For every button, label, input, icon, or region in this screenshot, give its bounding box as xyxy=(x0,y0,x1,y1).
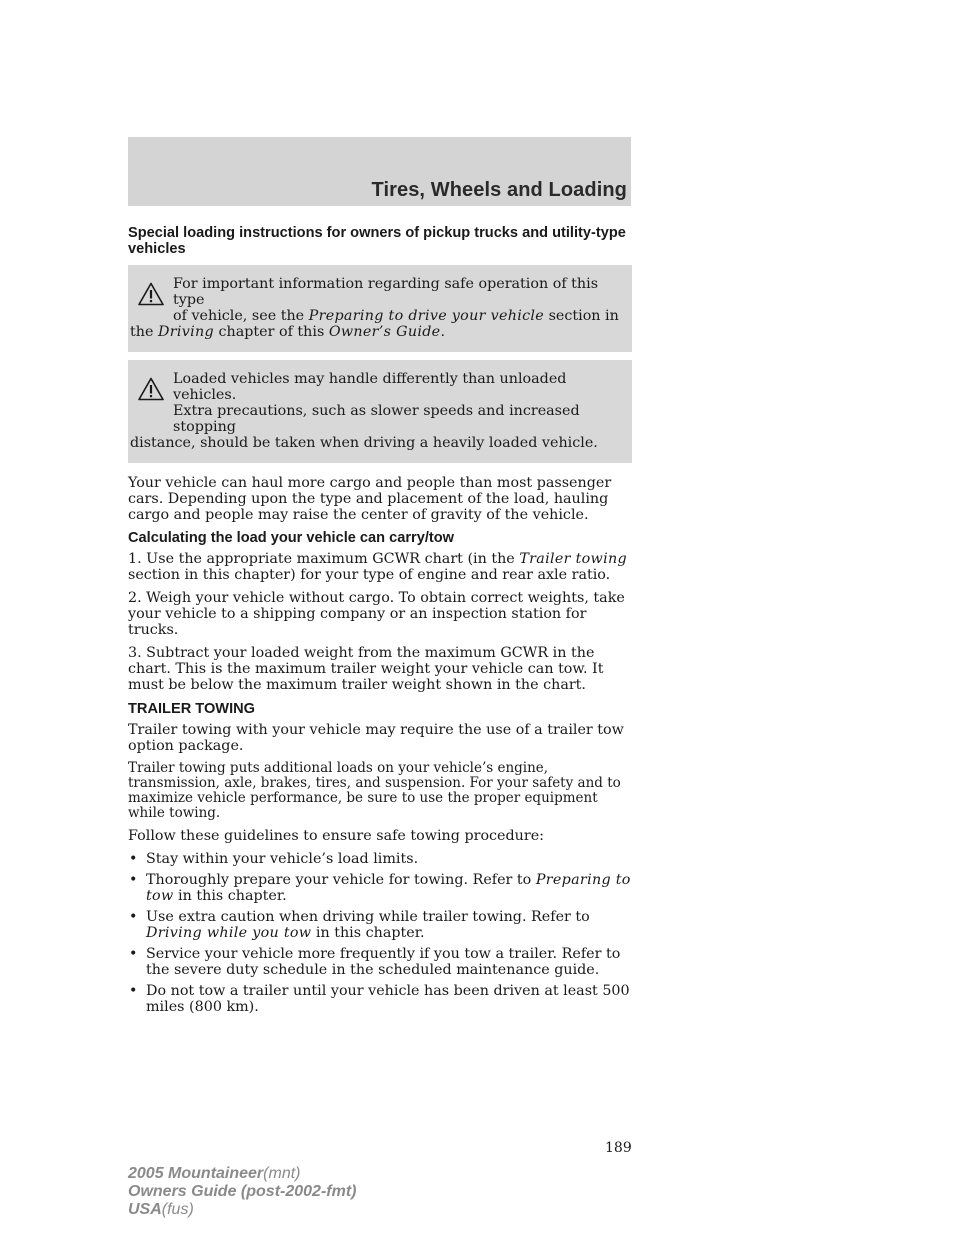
list-item: • Thoroughly prepare your vehicle for towing. Refer to Preparing to tow in this chapter. xyxy=(129,872,631,904)
calc-step-2: 2. Weigh your vehicle without cargo. To obtain correct weights, take your vehicle to a shipping company or an inspection station for trucks. xyxy=(128,590,625,638)
bullet: • xyxy=(129,851,138,867)
list-item: • Use extra caution when driving while trailer towing. Refer to Driving while you tow in this chapter. xyxy=(129,909,590,941)
page-number: 189 xyxy=(605,1140,632,1156)
trailer-towing-heading: TRAILER TOWING xyxy=(128,701,256,717)
special-loading-heading: Special loading instructions for owners of pickup trucks and utility-type vehicles xyxy=(128,225,626,257)
bullet: • xyxy=(129,946,138,962)
warning-box-loaded-vehicles xyxy=(128,360,632,463)
towing-paragraph-2: Trailer towing puts additional loads on your vehicle’s engine, transmission, axle, brakes, tires, and suspension. For your safety and to maximize vehicle performance, be sure to use the proper equipment while towing. xyxy=(128,760,621,821)
list-item: • Do not tow a trailer until your vehicle has been driven at least 500 miles (800 km). xyxy=(129,983,630,1015)
footer-line: 2005 Mountaineer(mnt) xyxy=(128,1165,301,1182)
footer-line: USA(fus) xyxy=(128,1201,194,1218)
bullet: • xyxy=(129,983,138,999)
warning-triangle-icon xyxy=(138,282,164,306)
body-paragraph: Your vehicle can haul more cargo and people than most passenger cars. Depending upon the type and placement of the load, hauling cargo and people may raise the center of gravity of the vehicle. xyxy=(128,475,612,523)
document-footer xyxy=(128,1165,356,1219)
warning-line: of vehicle, see the Preparing to drive your vehicle section in xyxy=(173,308,619,324)
warning-line: distance, should be taken when driving a heavily loaded vehicle. xyxy=(130,435,598,451)
warning-line: Extra precautions, such as slower speeds and increased stopping xyxy=(173,403,580,435)
towing-guidelines-list xyxy=(128,851,632,1015)
towing-paragraph-3: Follow these guidelines to ensure safe towing procedure: xyxy=(128,828,544,844)
list-item: • Service your vehicle more frequently if you tow a trailer. Refer to the severe duty schedule in the scheduled maintenance guide. xyxy=(129,946,621,978)
calc-step-1: 1. Use the appropriate maximum GCWR chart (in the Trailer towing section in this chapter) for your type of engine and rear axle ratio. xyxy=(128,551,627,583)
warning-line: For important information regarding safe operation of this type xyxy=(173,276,599,308)
bullet: • xyxy=(129,909,138,925)
warning-line: the Driving chapter of this Owner’s Guide. xyxy=(130,324,445,340)
list-item: • Stay within your vehicle’s load limits. xyxy=(129,851,419,867)
bullet: • xyxy=(129,872,138,888)
warning-line: Loaded vehicles may handle differently than unloaded vehicles. xyxy=(173,371,567,403)
calc-step-3: 3. Subtract your loaded weight from the maximum GCWR in the chart. This is the maximum trailer weight your vehicle can tow. It must be below the maximum trailer weight shown in the chart. xyxy=(128,645,604,693)
page-content xyxy=(128,225,632,1020)
calc-heading: Calculating the load your vehicle can carry/tow xyxy=(128,530,455,546)
towing-paragraph-1: Trailer towing with your vehicle may require the use of a trailer tow option package. xyxy=(128,722,624,754)
warning-box-safe-operation xyxy=(128,265,632,352)
footer-line: Owners Guide (post-2002-fmt) xyxy=(128,1183,357,1200)
warning-triangle-icon xyxy=(138,377,164,401)
section-header-band xyxy=(128,137,631,206)
section-title: Tires, Wheels and Loading xyxy=(371,179,627,201)
